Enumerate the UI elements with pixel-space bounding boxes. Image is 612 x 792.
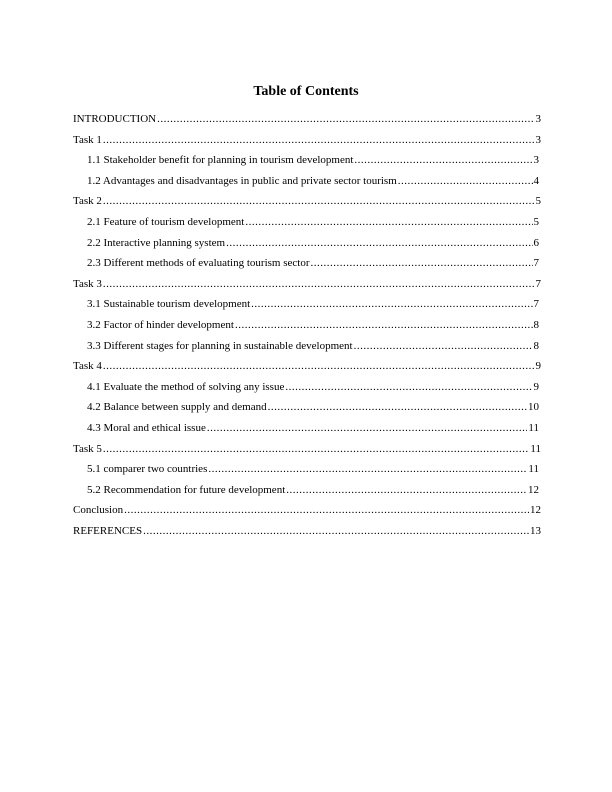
toc-entry-label: 1.2 Advantages and disadvantages in public and private sector tourism: [87, 174, 397, 187]
toc-entry[interactable]: [73, 194, 541, 215]
toc-dot-leader: [235, 318, 533, 332]
toc-page-number: 9: [535, 360, 541, 373]
toc-entry-label: 4.2 Balance between supply and demand: [87, 401, 267, 414]
toc-entry[interactable]: [73, 153, 539, 174]
toc-entry-label: Conclusion: [73, 504, 124, 517]
table-of-contents: [73, 112, 541, 544]
toc-entry-label: 2.2 Interactive planning system: [87, 236, 226, 249]
toc-page-number: 3: [535, 133, 541, 146]
toc-page-number: 5: [535, 195, 541, 208]
toc-entry-label: Task 2: [73, 195, 102, 208]
toc-dot-leader: [157, 112, 534, 126]
toc-entry-label: 5.2 Recommendation for future development: [87, 483, 286, 496]
toc-entry[interactable]: [73, 112, 541, 133]
toc-entry[interactable]: [73, 524, 541, 545]
toc-entry[interactable]: [73, 277, 541, 298]
toc-entry[interactable]: [73, 359, 541, 380]
toc-entry[interactable]: [73, 174, 539, 195]
toc-entry-label: 4.3 Moral and ethical issue: [87, 421, 206, 434]
toc-page-number: 7: [533, 257, 539, 270]
toc-dot-leader: [245, 215, 532, 229]
toc-entry[interactable]: [73, 256, 539, 277]
toc-page-number: 3: [535, 113, 541, 125]
toc-dot-leader: [226, 236, 532, 250]
toc-entry-label: Task 1: [73, 133, 102, 146]
toc-dot-leader: [286, 483, 527, 497]
toc-page-number: 3: [533, 154, 539, 167]
toc-entry[interactable]: [73, 380, 539, 401]
toc-entry-label: 3.3 Different stages for planning in sustainable development: [87, 339, 353, 352]
toc-page-number: 12: [530, 504, 541, 517]
toc-page-number: 6: [533, 236, 539, 249]
toc-entry[interactable]: [73, 339, 539, 360]
toc-entry-label: 3.2 Factor of hinder development: [87, 318, 234, 331]
toc-dot-leader: [268, 400, 527, 414]
toc-entry[interactable]: [73, 236, 539, 257]
toc-entry[interactable]: [73, 421, 539, 442]
toc-page-number: 8: [533, 318, 539, 331]
toc-dot-leader: [103, 359, 535, 373]
toc-page-number: 11: [528, 421, 539, 434]
toc-entry[interactable]: [73, 318, 539, 339]
toc-entry[interactable]: [73, 297, 539, 318]
toc-title: Table of Contents: [253, 84, 359, 99]
toc-page-number: 8: [533, 339, 539, 352]
toc-dot-leader: [103, 277, 535, 291]
toc-entry-label: 5.1 comparer two countries: [87, 463, 208, 476]
toc-dot-leader: [124, 503, 529, 517]
toc-page-number: 11: [530, 442, 541, 455]
toc-dot-leader: [208, 462, 527, 476]
toc-page-number: 4: [533, 174, 539, 187]
toc-dot-leader: [143, 524, 529, 538]
toc-dot-leader: [354, 339, 533, 353]
toc-dot-leader: [251, 297, 532, 311]
toc-dot-leader: [103, 442, 530, 456]
toc-page-number: 7: [535, 277, 541, 290]
toc-entry-label: INTRODUCTION: [73, 113, 157, 125]
toc-page-number: 11: [528, 463, 539, 476]
toc-dot-leader: [285, 380, 532, 394]
toc-dot-leader: [311, 256, 533, 270]
toc-page-number: 12: [528, 483, 539, 496]
toc-entry[interactable]: [73, 462, 539, 483]
toc-entry[interactable]: [73, 133, 541, 154]
toc-dot-leader: [207, 421, 528, 435]
toc-page-number: 13: [530, 524, 541, 537]
toc-dot-leader: [103, 133, 535, 147]
toc-entry-label: 1.1 Stakeholder benefit for planning in tourism development: [87, 154, 354, 167]
toc-entry[interactable]: [73, 503, 541, 524]
toc-page-number: 5: [533, 215, 539, 228]
toc-entry[interactable]: [73, 215, 539, 236]
toc-page-number: 10: [528, 401, 539, 414]
toc-entry[interactable]: [73, 442, 541, 463]
toc-dot-leader: [398, 174, 533, 188]
toc-entry-label: 3.1 Sustainable tourism development: [87, 298, 251, 311]
toc-entry-label: 2.1 Feature of tourism development: [87, 215, 245, 228]
toc-dot-leader: [354, 153, 532, 167]
toc-entry-label: 2.3 Different methods of evaluating tourism sector: [87, 257, 310, 270]
toc-entry-label: Task 4: [73, 360, 102, 373]
toc-page-number: 7: [533, 298, 539, 311]
toc-entry-label: Task 5: [73, 442, 102, 455]
toc-entry[interactable]: [73, 483, 539, 504]
toc-entry-label: Task 3: [73, 277, 102, 290]
toc-entry[interactable]: [73, 400, 539, 421]
toc-dot-leader: [103, 194, 535, 208]
toc-entry-label: 4.1 Evaluate the method of solving any issue: [87, 380, 285, 393]
toc-entry-label: REFERENCES: [73, 524, 143, 537]
toc-page-number: 9: [533, 380, 539, 393]
